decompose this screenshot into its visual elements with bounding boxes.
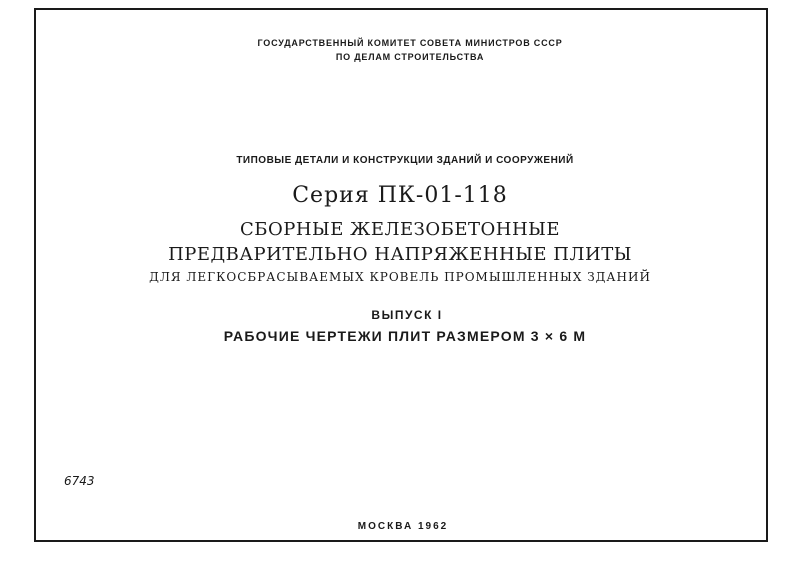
issue-number: ВЫПУСК I (371, 308, 443, 322)
drawings-title: РАБОЧИЕ ЧЕРТЕЖИ ПЛИТ РАЗМЕРОМ 3 × 6 М (223, 328, 587, 344)
organization-line-1: ГОСУДАРСТВЕННЫЙ КОМИТЕТ СОВЕТА МИНИСТРОВ СССР (257, 38, 563, 48)
collection-subtitle: ТИПОВЫЕ ДЕТАЛИ И КОНСТРУКЦИИ ЗДАНИЙ И СООРУЖЕНИЙ (236, 155, 574, 166)
series-number: Серия ПК-01-118 (292, 183, 508, 208)
handwritten-inventory-number: 6743 (64, 474, 95, 488)
publication-place-year: МОСКВА 1962 (357, 521, 449, 532)
organization-line-2: ПО ДЕЛАМ СТРОИТЕЛЬСТВА (335, 52, 485, 62)
document-title-line-3: ДЛЯ ЛЕГКОСБРАСЫВАЕМЫХ КРОВЕЛЬ ПРОМЫШЛЕННЫХ ЗДАНИЙ (149, 270, 651, 284)
document-title-line-2: ПРЕДВАРИТЕЛЬНО НАПРЯЖЕННЫЕ ПЛИТЫ (168, 244, 632, 265)
document-title-line-1: СБОРНЫЕ ЖЕЛЕЗОБЕТОННЫЕ (239, 219, 560, 240)
